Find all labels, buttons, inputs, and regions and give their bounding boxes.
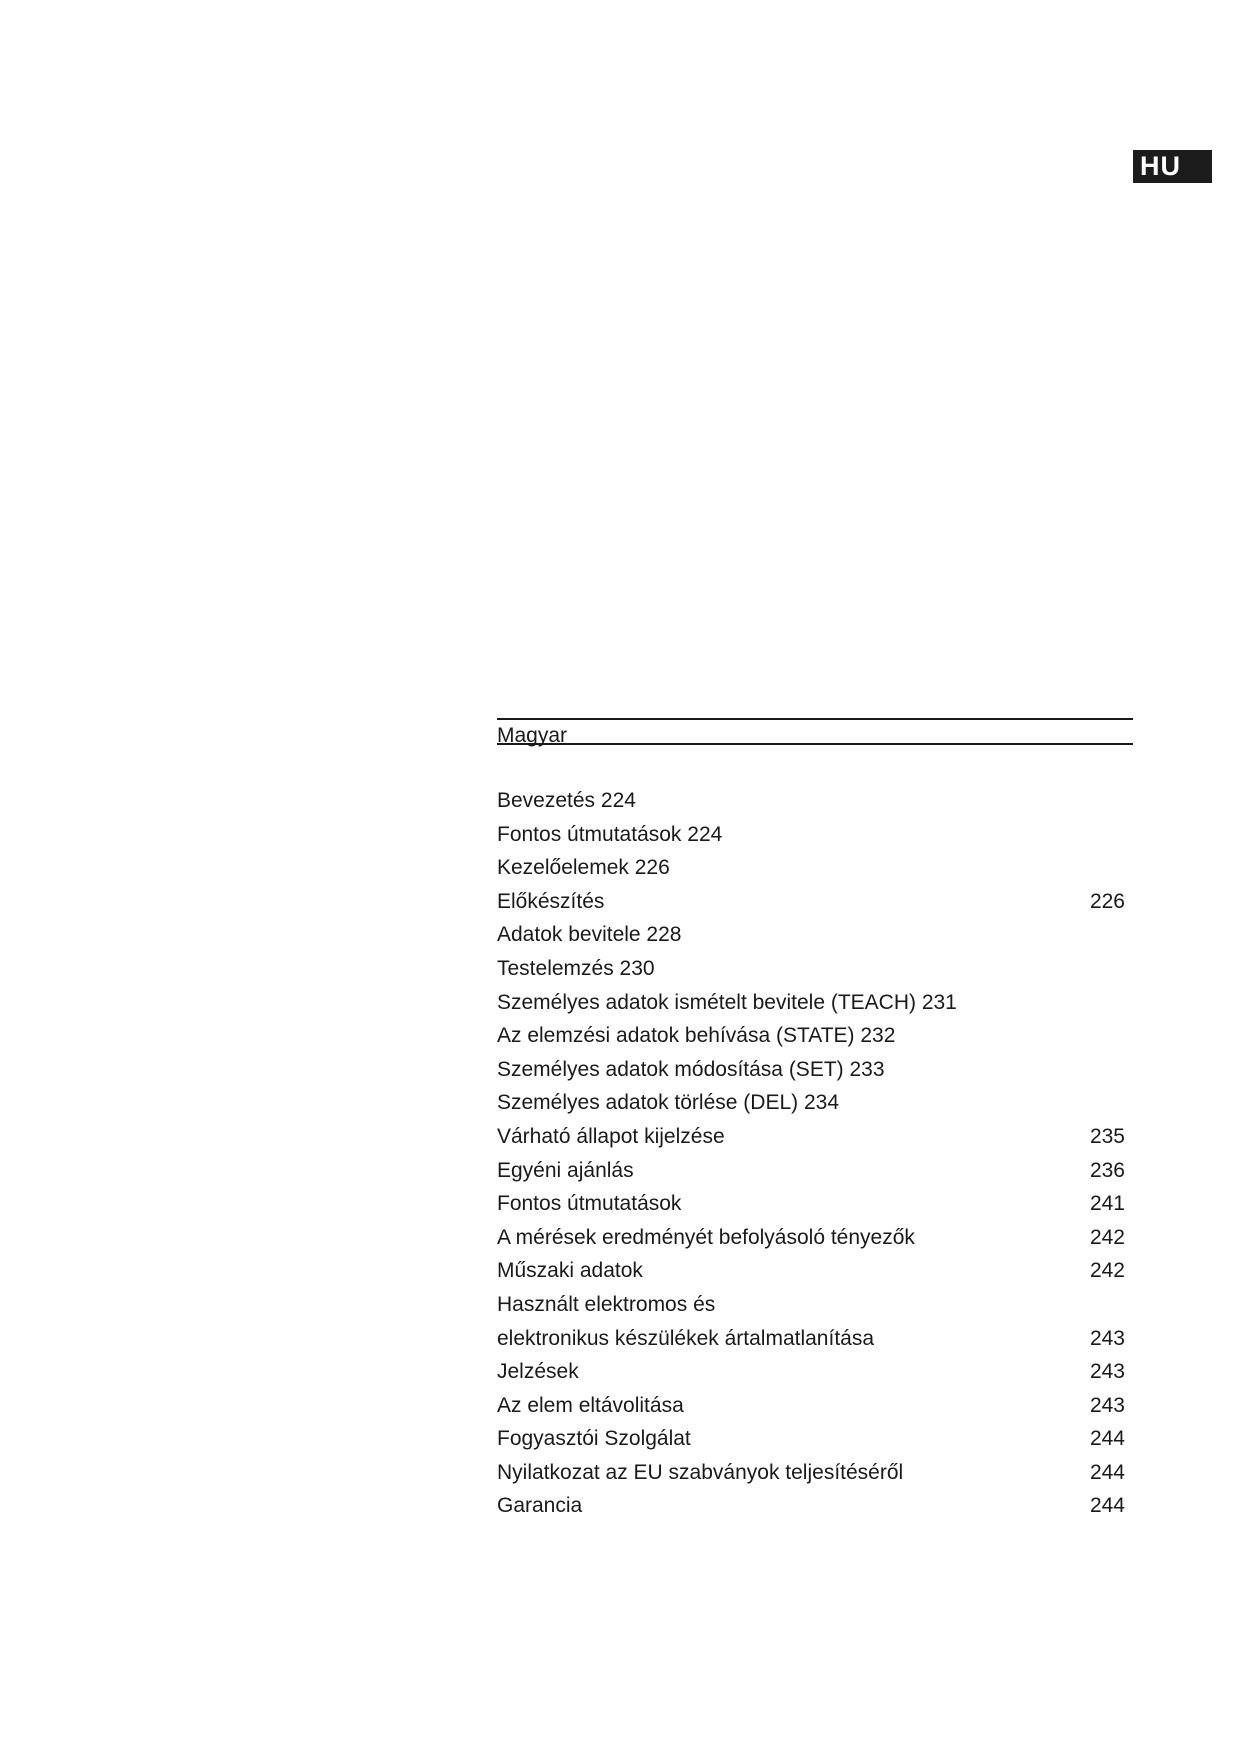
toc-entry — [497, 1086, 1125, 1120]
toc-entry-title: Az elem eltávolitása — [497, 1393, 684, 1417]
toc-entry-title: Személyes adatok módosítása (SET) 233 — [497, 1057, 885, 1081]
table-of-contents — [497, 718, 1133, 1518]
toc-entry — [497, 851, 1125, 885]
toc-entry-title: A mérések eredményét befolyásoló tényezők — [497, 1225, 915, 1249]
toc-entry-title: Nyilatkozat az EU szabványok teljesítéséről — [497, 1460, 904, 1484]
toc-entry — [497, 1053, 1125, 1087]
toc-entry — [497, 1489, 1125, 1523]
toc-entry — [497, 1254, 1125, 1288]
toc-entry — [497, 1355, 1125, 1389]
toc-entry-title: Garancia — [497, 1494, 583, 1518]
toc-entry-title: Testelemzés 230 — [497, 956, 655, 980]
toc-entry-title: Előkészítés — [497, 889, 605, 913]
toc-entry-page: 236 — [1089, 1158, 1125, 1182]
toc-entry-title: Egyéni ajánlás — [497, 1158, 634, 1182]
toc-entry-title: Fogyasztói Szolgálat — [497, 1427, 691, 1451]
toc-entry-title: Kezelőelemek 226 — [497, 856, 670, 880]
toc-entry — [497, 784, 1125, 818]
toc-entry-title: elektronikus készülékek ártalmatlanítása — [497, 1326, 875, 1350]
toc-entry-title: Személyes adatok ismételt bevitele (TEACH) 231 — [497, 990, 957, 1014]
toc-heading: Magyar — [497, 718, 1133, 745]
toc-entry-title: Használt elektromos és — [497, 1292, 716, 1316]
toc-entry-page: 244 — [1089, 1427, 1125, 1451]
toc-entry — [497, 1221, 1125, 1255]
toc-entry-page: 244 — [1089, 1494, 1125, 1518]
toc-entry — [497, 1288, 1125, 1322]
toc-entry — [497, 1422, 1125, 1456]
toc-entry-page: 235 — [1089, 1124, 1125, 1148]
toc-entry-page: 241 — [1089, 1192, 1125, 1216]
toc-entry-title: Műszaki adatok — [497, 1259, 643, 1283]
toc-entry — [497, 885, 1125, 919]
toc-entry-page: 243 — [1089, 1360, 1125, 1384]
toc-entry-title: Bevezetés 224 — [497, 789, 636, 812]
toc-entry-page: 244 — [1089, 1460, 1125, 1484]
toc-entry-page: 242 — [1089, 1259, 1125, 1283]
toc-entry — [497, 1389, 1125, 1423]
toc-entry — [497, 1187, 1125, 1221]
toc-entry — [497, 952, 1125, 986]
toc-entry-title: Az elemzési adatok behívása (STATE) 232 — [497, 1024, 896, 1048]
toc-entry — [497, 1456, 1125, 1490]
language-badge: HU — [1133, 150, 1212, 183]
toc-entry-page: 226 — [1089, 889, 1125, 913]
toc-entry-page: 243 — [1089, 1393, 1125, 1417]
toc-entry — [497, 1120, 1125, 1154]
toc-entry-title: Adatok bevitele 228 — [497, 923, 682, 947]
toc-entry-title: Jelzések — [497, 1360, 579, 1384]
toc-entry-title: Fontos útmutatások — [497, 1192, 682, 1216]
toc-list — [497, 784, 1125, 1523]
toc-entry-page: 243 — [1089, 1326, 1125, 1350]
toc-entry-page: 242 — [1089, 1225, 1125, 1249]
toc-entry-title: Várható állapot kijelzése — [497, 1124, 725, 1148]
toc-entry — [497, 818, 1125, 852]
toc-entry — [497, 1154, 1125, 1188]
toc-entry-title: Fontos útmutatások 224 — [497, 822, 723, 846]
toc-entry — [497, 1322, 1125, 1356]
toc-entry-title: Személyes adatok törlése (DEL) 234 — [497, 1091, 839, 1115]
toc-entry — [497, 1019, 1125, 1053]
toc-entry — [497, 918, 1125, 952]
toc-entry — [497, 986, 1125, 1020]
